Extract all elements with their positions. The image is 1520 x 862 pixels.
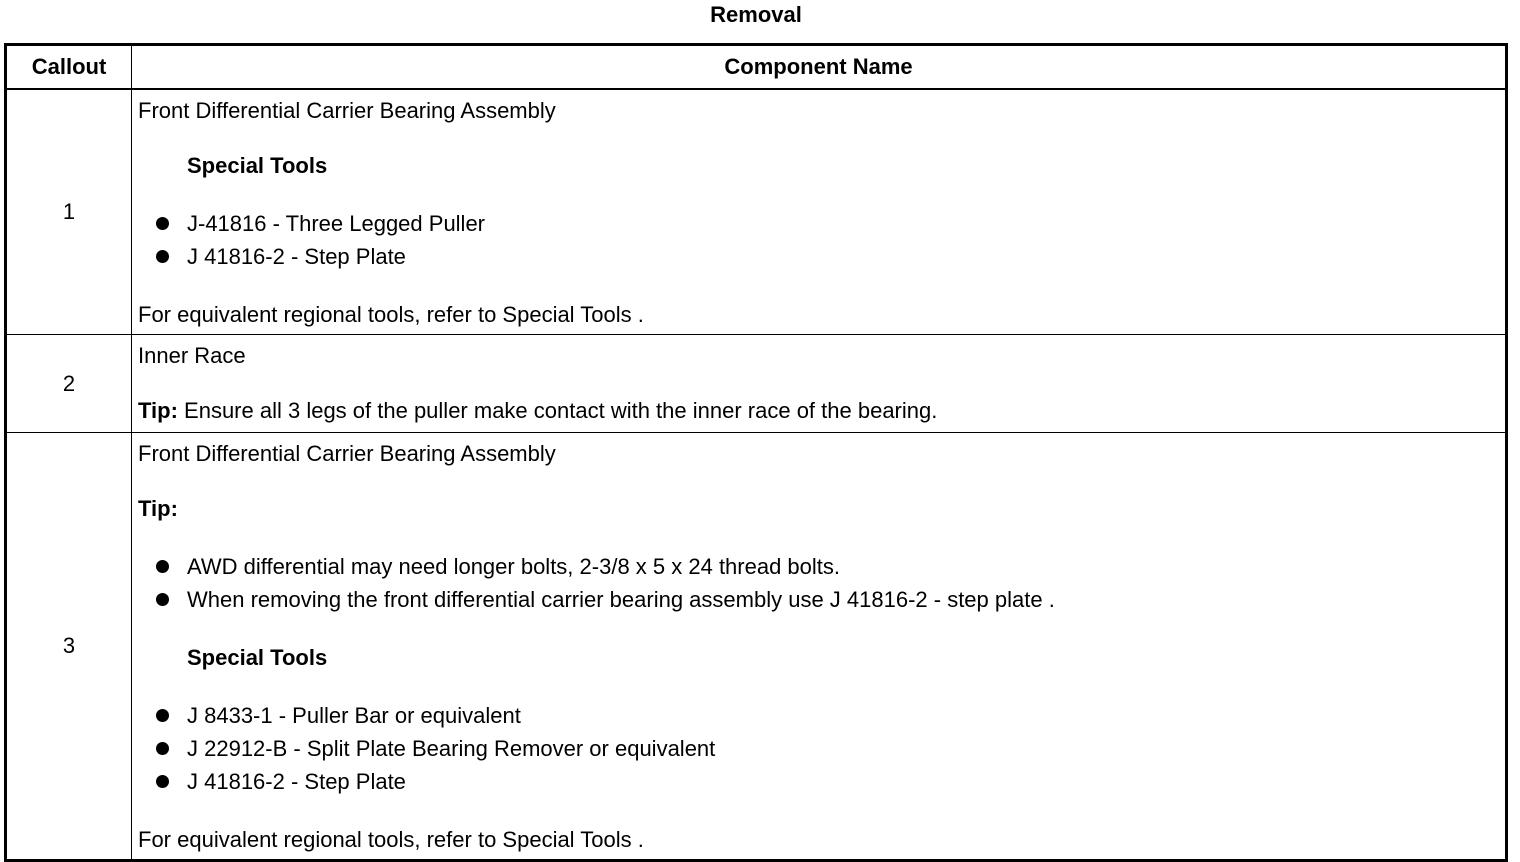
component-name: Front Differential Carrier Bearing Assembly — [138, 98, 556, 123]
page-title: Removal — [710, 2, 802, 27]
component-name: Front Differential Carrier Bearing Assembly — [138, 441, 556, 466]
tip-text: Ensure all 3 legs of the puller make contact with the inner race of the bearing. — [177, 398, 938, 423]
component-cell — [132, 433, 1507, 861]
bullet-icon — [156, 709, 169, 722]
removal-table — [4, 43, 1508, 862]
component-cell — [132, 89, 1507, 335]
regional-tools-note: For equivalent regional tools, refer to Special Tools . — [138, 302, 644, 327]
component-cell — [132, 335, 1507, 433]
tool-label: J-41816 - Three Legged Puller — [187, 211, 486, 236]
bullet-icon — [156, 217, 169, 230]
list-item — [138, 765, 1505, 798]
special-tools-heading: Special Tools — [187, 645, 328, 670]
tip-note — [138, 397, 1505, 424]
table-header-row — [6, 45, 1507, 90]
special-tools-list — [138, 699, 1505, 798]
table-row — [6, 433, 1507, 861]
tips-list — [138, 550, 1505, 616]
component-name-column-header: Component Name — [132, 45, 1507, 90]
list-item — [138, 583, 1505, 616]
tip-item: When removing the front differential carrier bearing assembly use J 41816-2 - step plate . — [187, 587, 1055, 612]
table-row — [6, 335, 1507, 433]
bullet-icon — [156, 775, 169, 788]
callout-number: 2 — [6, 335, 132, 433]
list-item — [138, 732, 1505, 765]
list-item — [138, 207, 1505, 240]
callout-column-header: Callout — [6, 45, 132, 90]
tool-label: J 41816-2 - Step Plate — [187, 244, 406, 269]
bullet-icon — [156, 560, 169, 573]
tip-label: Tip: — [138, 496, 178, 521]
callout-number: 3 — [6, 433, 132, 861]
callout-number: 1 — [6, 89, 132, 335]
table-row — [6, 89, 1507, 335]
component-name: Inner Race — [138, 343, 246, 368]
bullet-icon — [156, 250, 169, 263]
special-tools-list — [138, 207, 1505, 273]
tip-item: AWD differential may need longer bolts, 2-3/8 x 5 x 24 thread bolts. — [187, 554, 841, 579]
list-item — [138, 550, 1505, 583]
regional-tools-note: For equivalent regional tools, refer to Special Tools . — [138, 827, 644, 852]
tip-label: Tip: — [138, 398, 178, 423]
tool-label: J 41816-2 - Step Plate — [187, 769, 406, 794]
bullet-icon — [156, 593, 169, 606]
special-tools-heading: Special Tools — [187, 153, 328, 178]
list-item — [138, 699, 1505, 732]
bullet-icon — [156, 742, 169, 755]
list-item — [138, 240, 1505, 273]
tool-label: J 22912-B - Split Plate Bearing Remover or equivalent — [187, 736, 716, 761]
tool-label: J 8433-1 - Puller Bar or equivalent — [187, 703, 521, 728]
